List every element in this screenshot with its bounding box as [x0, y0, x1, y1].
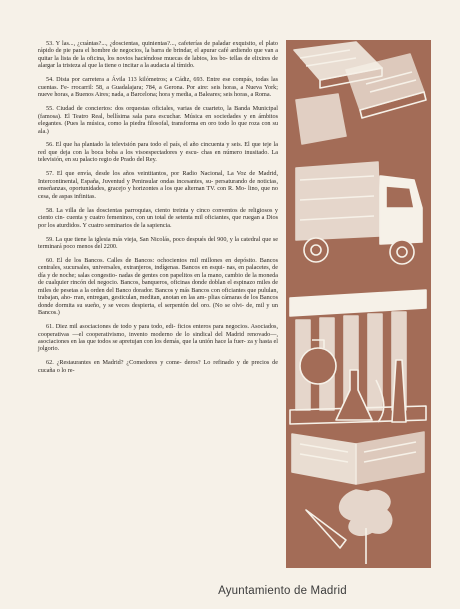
paragraph-53: 53. Y las..., ¿cuántas?..., ¿doscientas, quinientas?..., cafeterías de paladar exquisito, el plato rápido de pie para el hombre de negocios, la barra de brindar, el apurar café ardiendo que van a quitar la lista de la oficina, los novios haciéndose muecas de labios, los bo- tellas de elixires de alargar la tristeza al que la tiene o incitar a la audacia al tímido. — [38, 40, 278, 70]
paragraph-54: 54. Dista por carretera a Ávila 113 kilómetros; a Cádiz, 693. Entre ese compás, todas las cuentas. Fe- rrocarril: 58, a Guadalajara; 784, a Gerona. Por aire: seis horas, a Nueva York; nueve horas, a Buenos Aires; nada, a Barcelona; hora y media, a Baleares; seis horas, a Roma. — [38, 76, 278, 99]
paragraph-55: 55. Ciudad de conciertos: dos orquestas oficiales, varias de cuarteto, la Banda Municipal (famosa). El Teatro Real, bellísima sala para escuchar. Música en sociedades y en ámbitos elegantes. (Pues la música, como la piedra filosofal, transforma en oro todo lo que roza con su ala.) — [38, 105, 278, 135]
article-text — [38, 40, 278, 381]
paragraph-58: 58. La villa de las doscientas parroquias, ciento treinta y cinco conventos de religiosos y ciento cin- cuenta y cuatro femeninos, con un total de setenta mil oficiantes, que ruegan a Dios por los aturdidos. Y cuatro seminarios de la sapiencia. — [38, 206, 278, 229]
page-footer — [0, 585, 460, 597]
paragraph-61: 61. Diez mil asociaciones de todo y para todo, edi- ficios enteros para negocios. Asociados, cooperativas —el cooperativismo, invento moderno de lo sindical del Madrid renovado—, asociaciones en las que todos se apretujan con los demás, que la unión hace la fuer- za y hasta el jolgorio. — [38, 323, 278, 353]
truck-icon — [296, 162, 422, 264]
open-book-icon — [292, 432, 424, 484]
collage-illustration — [286, 40, 431, 568]
paragraph-59: 59. La que tiene la iglesia más vieja, San Nicolás, poco después del 900, y la catedral que se terminará poco menos del 2200. — [38, 235, 278, 250]
paragraph-57: 57. El que envía, desde los años veintitantos, por Radio Nacional, La Voz de Madrid, Intercontinental, España, Juventud y Peninsular ondas incesantes, su- persaturando de noticias, enseñanzas, oportunidades, gracejo y horizontes a los que alternan TV. con R. Mo- lino, que no cesa, de aspas infinitas. — [38, 170, 278, 200]
paragraph-60: 60. El de los Bancos. Calles de Bancos: ochocientos mil millones en depósito. Bancos centrales, sucursales, universales, extranjeros, indígenas. Bancos en esqui- nas, en palacetes, de día y de noche; salas congestio- nadas de gentes con papelitos en la mano, cambio de la moneda de cualquier rincón del negocio. Bancos, banqueros, oficinas donde doblan el espinazo miles de miles de pesetas a la orden del Banco dorador. Bancos y más Bancos con oficiantes que pululan, trabajan, aho- rran, entregan, gesticulan, meditan, anotan en las am- plias cámaras de los Bancos donde dormita su sueño, y se veces despierta, el serpentón del oro. (No se olvi- de, mil y un Bancos.) — [38, 256, 278, 317]
publisher-name: Ayuntamiento de Madrid — [218, 585, 347, 597]
tree-icon — [306, 490, 392, 564]
paragraph-62: 62. ¿Restaurantes en Madrid? ¿Comedores y come- deros? Lo refinado y de precios de cucaña o lo re- — [38, 359, 278, 374]
decorative-illustration — [286, 40, 431, 568]
paragraph-56: 56. El que ha plantado la televisión para todo el país, el año cincuenta y seis. El que teje la red que deja con la boca boba a los visoespectadores y escu- chas en número inusitado. La televisión, en su palacio regio de Prado del Rey. — [38, 141, 278, 164]
books-icon — [294, 42, 426, 144]
